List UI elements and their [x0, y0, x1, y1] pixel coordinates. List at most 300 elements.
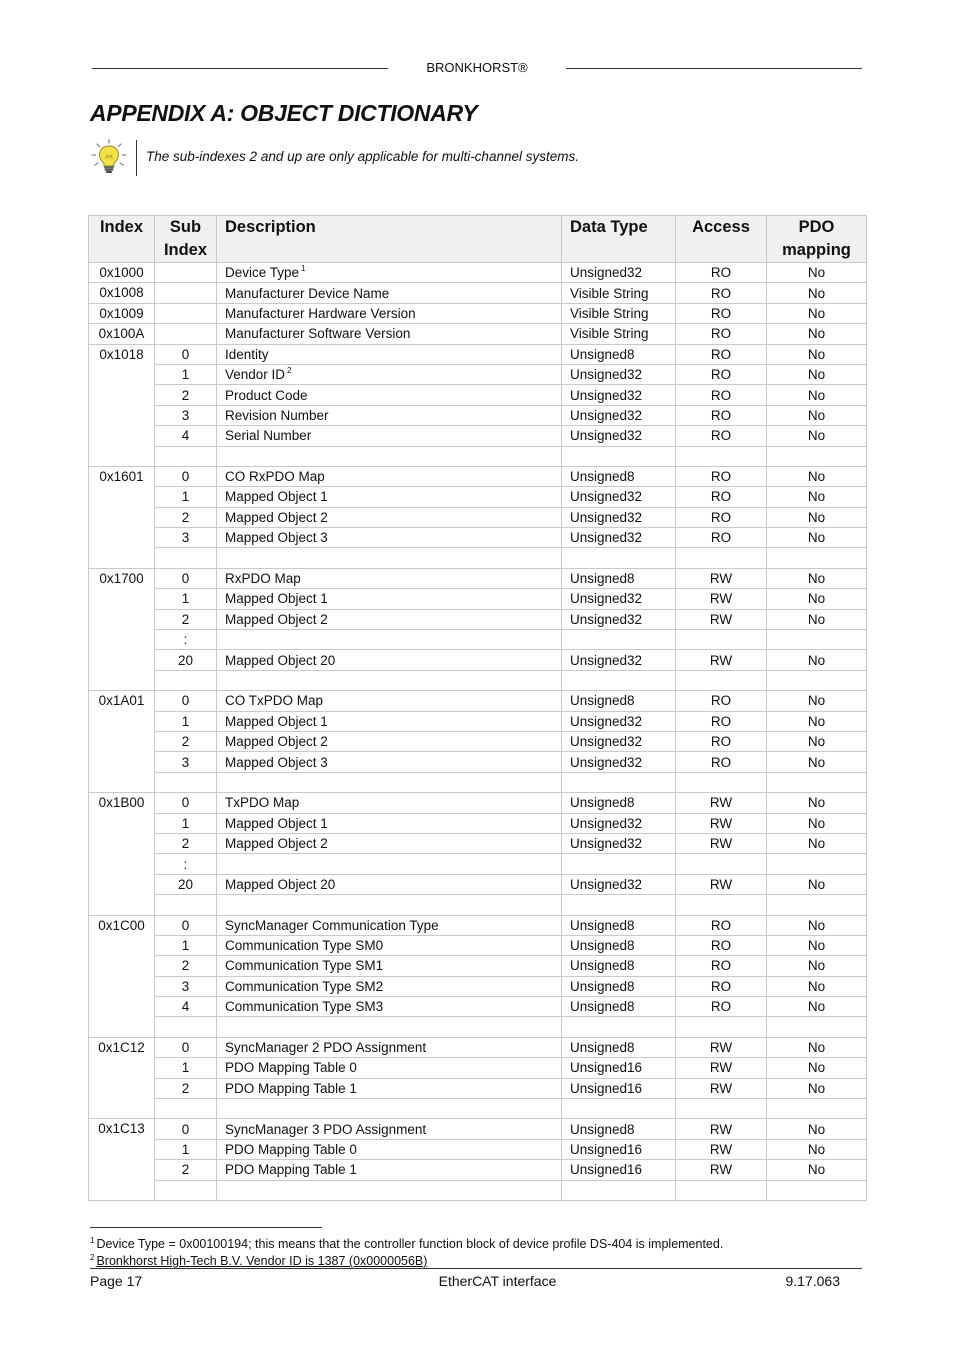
cell-pdo-mapping: No: [767, 385, 867, 405]
description-text: Mapped Object 1: [225, 713, 328, 729]
description-text: Mapped Object 1: [225, 815, 328, 831]
cell-pdo-mapping: No: [767, 405, 867, 425]
cell-pdo-mapping: No: [767, 609, 867, 629]
description-text: Vendor ID: [225, 367, 286, 383]
cell-sub-index: 1: [155, 364, 217, 384]
cell-data-type: Unsigned32: [562, 405, 676, 425]
cell-access: [676, 895, 767, 915]
cell-access: RO: [676, 324, 767, 344]
cell-pdo-mapping: [767, 895, 867, 915]
cell-pdo-mapping: No: [767, 303, 867, 323]
cell-description: [217, 405, 562, 425]
cell-data-type: Unsigned32: [562, 385, 676, 405]
col-header-index: Index: [89, 216, 155, 263]
cell-access: RO: [676, 691, 767, 711]
cell-sub-index: [155, 283, 217, 303]
table-header-row: [89, 216, 867, 263]
description-text: Communication Type SM1: [225, 958, 384, 974]
lightbulb-icon: [90, 138, 128, 176]
cell-data-type: [562, 446, 676, 466]
cell-pdo-mapping: [767, 670, 867, 690]
cell-pdo-mapping: No: [767, 956, 867, 976]
cell-description: [217, 854, 562, 874]
cell-data-type: [562, 895, 676, 915]
cell-access: RW: [676, 833, 767, 853]
cell-access: RO: [676, 385, 767, 405]
cell-pdo-mapping: No: [767, 650, 867, 670]
cell-data-type: Unsigned16: [562, 1160, 676, 1180]
table-row: [89, 772, 867, 792]
cell-pdo-mapping: No: [767, 813, 867, 833]
cell-data-type: Unsigned16: [562, 1058, 676, 1078]
table-row: [89, 528, 867, 548]
cell-sub-index: 2: [155, 731, 217, 751]
cell-sub-index: 3: [155, 976, 217, 996]
table-row: [89, 691, 867, 711]
col-header-description: Description: [217, 216, 562, 263]
cell-sub-index: 3: [155, 528, 217, 548]
cell-pdo-mapping: [767, 548, 867, 568]
cell-pdo-mapping: No: [767, 507, 867, 527]
cell-access: RW: [676, 609, 767, 629]
cell-sub-index: 4: [155, 426, 217, 446]
cell-description: [217, 813, 562, 833]
cell-access: [676, 446, 767, 466]
cell-data-type: Unsigned8: [562, 1119, 676, 1139]
cell-data-type: Unsigned32: [562, 833, 676, 853]
cell-description: [217, 997, 562, 1017]
description-text: Mapped Object 2: [225, 611, 328, 627]
cell-pdo-mapping: No: [767, 283, 867, 303]
table-row: [89, 1058, 867, 1078]
cell-sub-index: [155, 895, 217, 915]
description-text: TxPDO Map: [225, 795, 300, 811]
cell-pdo-mapping: [767, 630, 867, 650]
description-text: Mapped Object 1: [225, 489, 328, 505]
table-row: [89, 630, 867, 650]
cell-data-type: Unsigned16: [562, 1078, 676, 1098]
cell-data-type: Unsigned32: [562, 507, 676, 527]
page-title: APPENDIX A: OBJECT DICTIONARY: [90, 100, 478, 126]
description-text: Mapped Object 2: [225, 734, 328, 750]
note-text: The sub-indexes 2 and up are only applicable for multi-channel systems.: [146, 149, 579, 164]
cell-access: RO: [676, 364, 767, 384]
header-brand: BRONKHORST®: [426, 60, 528, 75]
cell-index: 0x1000: [89, 263, 155, 283]
cell-index: 0x1601: [89, 466, 155, 568]
table-row: [89, 344, 867, 364]
cell-data-type: [562, 1180, 676, 1200]
table-row: [89, 711, 867, 731]
cell-access: RW: [676, 1139, 767, 1159]
cell-index: 0x1018: [89, 344, 155, 466]
cell-description: [217, 548, 562, 568]
cell-sub-index: [155, 1180, 217, 1200]
cell-access: RW: [676, 589, 767, 609]
cell-access: RW: [676, 1160, 767, 1180]
cell-sub-index: [155, 670, 217, 690]
footer-rule: [90, 1268, 862, 1269]
cell-data-type: Unsigned8: [562, 976, 676, 996]
cell-data-type: Unsigned32: [562, 813, 676, 833]
header-rule-right: [566, 68, 862, 69]
cell-access: RO: [676, 711, 767, 731]
cell-data-type: Unsigned8: [562, 997, 676, 1017]
table-row: [89, 324, 867, 344]
footnote-ref: 2: [287, 366, 292, 376]
cell-pdo-mapping: No: [767, 1160, 867, 1180]
cell-data-type: [562, 670, 676, 690]
cell-data-type: Unsigned8: [562, 466, 676, 486]
table-row: [89, 650, 867, 670]
cell-sub-index: 4: [155, 997, 217, 1017]
cell-access: RO: [676, 507, 767, 527]
cell-access: RO: [676, 487, 767, 507]
cell-pdo-mapping: No: [767, 793, 867, 813]
cell-data-type: Unsigned32: [562, 528, 676, 548]
description-text: Mapped Object 20: [225, 876, 336, 892]
table-row: [89, 1119, 867, 1139]
cell-sub-index: [155, 1099, 217, 1119]
cell-access: RO: [676, 426, 767, 446]
cell-data-type: Unsigned16: [562, 1139, 676, 1159]
cell-data-type: Unsigned32: [562, 650, 676, 670]
cell-description: [217, 731, 562, 751]
cell-data-type: [562, 772, 676, 792]
cell-pdo-mapping: [767, 446, 867, 466]
description-text: Manufacturer Software Version: [225, 326, 411, 342]
description-text: Communication Type SM0: [225, 938, 384, 954]
cell-data-type: Visible String: [562, 303, 676, 323]
cell-data-type: Unsigned8: [562, 568, 676, 588]
cell-access: [676, 630, 767, 650]
cell-pdo-mapping: No: [767, 344, 867, 364]
cell-access: [676, 772, 767, 792]
cell-pdo-mapping: No: [767, 1037, 867, 1057]
cell-sub-index: 2: [155, 956, 217, 976]
cell-access: [676, 854, 767, 874]
cell-data-type: Unsigned8: [562, 915, 676, 935]
cell-access: RO: [676, 303, 767, 323]
table-row: [89, 935, 867, 955]
cell-sub-index: 1: [155, 1139, 217, 1159]
footnote-ref: 1: [301, 264, 306, 274]
description-text: SyncManager 2 PDO Assignment: [225, 1040, 427, 1056]
cell-data-type: Visible String: [562, 283, 676, 303]
cell-sub-index: 2: [155, 833, 217, 853]
cell-index: 0x1A01: [89, 691, 155, 793]
cell-access: [676, 1099, 767, 1119]
table-row: [89, 976, 867, 996]
cell-access: RO: [676, 528, 767, 548]
cell-pdo-mapping: No: [767, 997, 867, 1017]
description-text: Serial Number: [225, 428, 312, 444]
cell-pdo-mapping: No: [767, 711, 867, 731]
cell-sub-index: 0: [155, 1037, 217, 1057]
description-text: CO RxPDO Map: [225, 469, 325, 485]
cell-description: [217, 630, 562, 650]
description-text: Mapped Object 3: [225, 530, 328, 546]
cell-index: 0x1009: [89, 303, 155, 323]
cell-sub-index: [155, 303, 217, 323]
cell-sub-index: 2: [155, 385, 217, 405]
table-row: [89, 487, 867, 507]
cell-data-type: [562, 1017, 676, 1037]
cell-pdo-mapping: [767, 1180, 867, 1200]
cell-pdo-mapping: No: [767, 364, 867, 384]
description-text: Communication Type SM2: [225, 978, 384, 994]
cell-pdo-mapping: No: [767, 1078, 867, 1098]
cell-pdo-mapping: [767, 1099, 867, 1119]
cell-access: RO: [676, 263, 767, 283]
cell-sub-index: 0: [155, 793, 217, 813]
table-row: [89, 874, 867, 894]
cell-description: [217, 1058, 562, 1078]
cell-description: [217, 895, 562, 915]
cell-access: RO: [676, 915, 767, 935]
table-row: [89, 446, 867, 466]
col-header-access: Access: [676, 216, 767, 263]
footnote-rule: [90, 1227, 322, 1228]
cell-access: RO: [676, 976, 767, 996]
cell-sub-index: [155, 263, 217, 283]
cell-sub-index: 2: [155, 507, 217, 527]
cell-access: RW: [676, 874, 767, 894]
table-row: [89, 405, 867, 425]
cell-description: [217, 1099, 562, 1119]
description-text: Manufacturer Hardware Version: [225, 305, 416, 321]
cell-index: 0x1C00: [89, 915, 155, 1037]
table-row: [89, 507, 867, 527]
cell-data-type: Unsigned8: [562, 935, 676, 955]
cell-description: [217, 609, 562, 629]
cell-data-type: [562, 630, 676, 650]
cell-data-type: Unsigned32: [562, 263, 676, 283]
footer-doc-number: 9.17.063: [785, 1273, 840, 1289]
cell-data-type: Unsigned8: [562, 793, 676, 813]
description-text: Product Code: [225, 387, 308, 403]
table-row: [89, 813, 867, 833]
description-text: Communication Type SM3: [225, 999, 384, 1015]
cell-description: [217, 507, 562, 527]
cell-pdo-mapping: No: [767, 589, 867, 609]
cell-index: 0x1C12: [89, 1037, 155, 1119]
cell-access: [676, 1017, 767, 1037]
object-dictionary-table: [88, 215, 867, 1201]
cell-access: RO: [676, 283, 767, 303]
cell-sub-index: 0: [155, 1119, 217, 1139]
cell-data-type: [562, 854, 676, 874]
cell-access: RO: [676, 344, 767, 364]
cell-access: RW: [676, 568, 767, 588]
table-row: [89, 956, 867, 976]
cell-description: [217, 1139, 562, 1159]
cell-pdo-mapping: No: [767, 487, 867, 507]
cell-description: [217, 344, 562, 364]
cell-description: [217, 568, 562, 588]
cell-sub-index: [155, 772, 217, 792]
cell-description: [217, 772, 562, 792]
cell-data-type: Unsigned8: [562, 956, 676, 976]
cell-sub-index: :: [155, 854, 217, 874]
table-row: [89, 670, 867, 690]
table-row: [89, 997, 867, 1017]
col-header-pdo-mapping: PDO mapping: [767, 216, 867, 263]
cell-pdo-mapping: No: [767, 466, 867, 486]
cell-description: [217, 833, 562, 853]
cell-pdo-mapping: No: [767, 731, 867, 751]
cell-sub-index: 0: [155, 568, 217, 588]
cell-data-type: Unsigned32: [562, 426, 676, 446]
cell-access: RW: [676, 1078, 767, 1098]
cell-pdo-mapping: No: [767, 426, 867, 446]
table-row: [89, 1160, 867, 1180]
cell-index: 0x1008: [89, 283, 155, 303]
cell-description: [217, 915, 562, 935]
page-footer: [90, 1273, 840, 1291]
cell-sub-index: 2: [155, 1078, 217, 1098]
description-text: CO TxPDO Map: [225, 693, 324, 709]
cell-pdo-mapping: No: [767, 1139, 867, 1159]
cell-description: [217, 874, 562, 894]
cell-sub-index: 2: [155, 609, 217, 629]
cell-sub-index: 1: [155, 589, 217, 609]
col-header-sub-index: Sub Index: [155, 216, 217, 263]
table-row: [89, 895, 867, 915]
cell-description: [217, 263, 562, 283]
cell-sub-index: 1: [155, 813, 217, 833]
cell-access: RW: [676, 1119, 767, 1139]
cell-description: [217, 1017, 562, 1037]
description-text: Mapped Object 2: [225, 509, 328, 525]
table-row: [89, 1099, 867, 1119]
cell-sub-index: 1: [155, 1058, 217, 1078]
cell-sub-index: 0: [155, 466, 217, 486]
cell-sub-index: 20: [155, 650, 217, 670]
cell-description: [217, 956, 562, 976]
table-row: [89, 385, 867, 405]
cell-access: RO: [676, 752, 767, 772]
cell-index: 0x100A: [89, 324, 155, 344]
cell-access: RW: [676, 1037, 767, 1057]
footer-title: EtherCAT interface: [438, 1273, 557, 1289]
cell-data-type: [562, 1099, 676, 1119]
cell-data-type: Unsigned8: [562, 344, 676, 364]
cell-description: [217, 935, 562, 955]
cell-sub-index: 3: [155, 405, 217, 425]
description-text: Mapped Object 20: [225, 652, 336, 668]
note-divider: [136, 140, 137, 176]
cell-data-type: Unsigned32: [562, 364, 676, 384]
cell-pdo-mapping: No: [767, 263, 867, 283]
cell-index: 0x1C13: [89, 1119, 155, 1201]
cell-access: RO: [676, 956, 767, 976]
table-row: [89, 731, 867, 751]
cell-sub-index: 3: [155, 752, 217, 772]
cell-pdo-mapping: No: [767, 874, 867, 894]
cell-description: [217, 283, 562, 303]
table-row: [89, 793, 867, 813]
cell-description: [217, 711, 562, 731]
cell-sub-index: 1: [155, 935, 217, 955]
cell-access: RO: [676, 405, 767, 425]
cell-description: [217, 1160, 562, 1180]
cell-data-type: Unsigned8: [562, 1037, 676, 1057]
description-text: RxPDO Map: [225, 571, 301, 587]
cell-pdo-mapping: No: [767, 691, 867, 711]
cell-data-type: Unsigned32: [562, 711, 676, 731]
cell-description: [217, 1078, 562, 1098]
cell-data-type: Unsigned32: [562, 874, 676, 894]
cell-data-type: Unsigned32: [562, 609, 676, 629]
cell-pdo-mapping: No: [767, 568, 867, 588]
cell-description: [217, 385, 562, 405]
cell-description: [217, 691, 562, 711]
cell-access: RO: [676, 935, 767, 955]
page-header: [92, 58, 862, 80]
table-row: [89, 1017, 867, 1037]
cell-pdo-mapping: No: [767, 976, 867, 996]
cell-sub-index: [155, 1017, 217, 1037]
description-text: PDO Mapping Table 1: [225, 1162, 357, 1178]
description-text: Identity: [225, 346, 269, 362]
cell-access: [676, 670, 767, 690]
cell-pdo-mapping: No: [767, 1058, 867, 1078]
table-row: [89, 283, 867, 303]
header-rule-left: [92, 68, 388, 69]
note-callout: [90, 138, 790, 178]
table-row: [89, 548, 867, 568]
table-row: [89, 589, 867, 609]
cell-sub-index: 1: [155, 711, 217, 731]
description-text: PDO Mapping Table 0: [225, 1060, 357, 1076]
cell-sub-index: 0: [155, 691, 217, 711]
cell-access: RW: [676, 1058, 767, 1078]
table-row: [89, 833, 867, 853]
cell-sub-index: :: [155, 630, 217, 650]
cell-description: [217, 976, 562, 996]
cell-description: [217, 446, 562, 466]
cell-sub-index: [155, 324, 217, 344]
cell-description: [217, 487, 562, 507]
cell-pdo-mapping: [767, 854, 867, 874]
cell-description: [217, 528, 562, 548]
cell-data-type: Unsigned32: [562, 487, 676, 507]
cell-sub-index: 20: [155, 874, 217, 894]
cell-description: [217, 1037, 562, 1057]
table-row: [89, 426, 867, 446]
cell-access: RO: [676, 466, 767, 486]
table-row: [89, 303, 867, 323]
cell-data-type: Visible String: [562, 324, 676, 344]
cell-pdo-mapping: No: [767, 1119, 867, 1139]
cell-sub-index: 2: [155, 1160, 217, 1180]
cell-description: [217, 752, 562, 772]
cell-index: 0x1700: [89, 568, 155, 690]
cell-pdo-mapping: No: [767, 833, 867, 853]
cell-access: RO: [676, 997, 767, 1017]
cell-data-type: Unsigned8: [562, 691, 676, 711]
cell-description: [217, 364, 562, 384]
table-row: [89, 915, 867, 935]
table-row: [89, 1139, 867, 1159]
cell-description: [217, 324, 562, 344]
cell-description: [217, 466, 562, 486]
description-text: SyncManager Communication Type: [225, 917, 439, 933]
footnote-1: $^1$ Device Type = 0x00100194; this means that the controller function block of device profile DS-404 is implemented.: [90, 1236, 724, 1251]
col-header-data-type: Data Type: [562, 216, 676, 263]
cell-access: [676, 1180, 767, 1200]
